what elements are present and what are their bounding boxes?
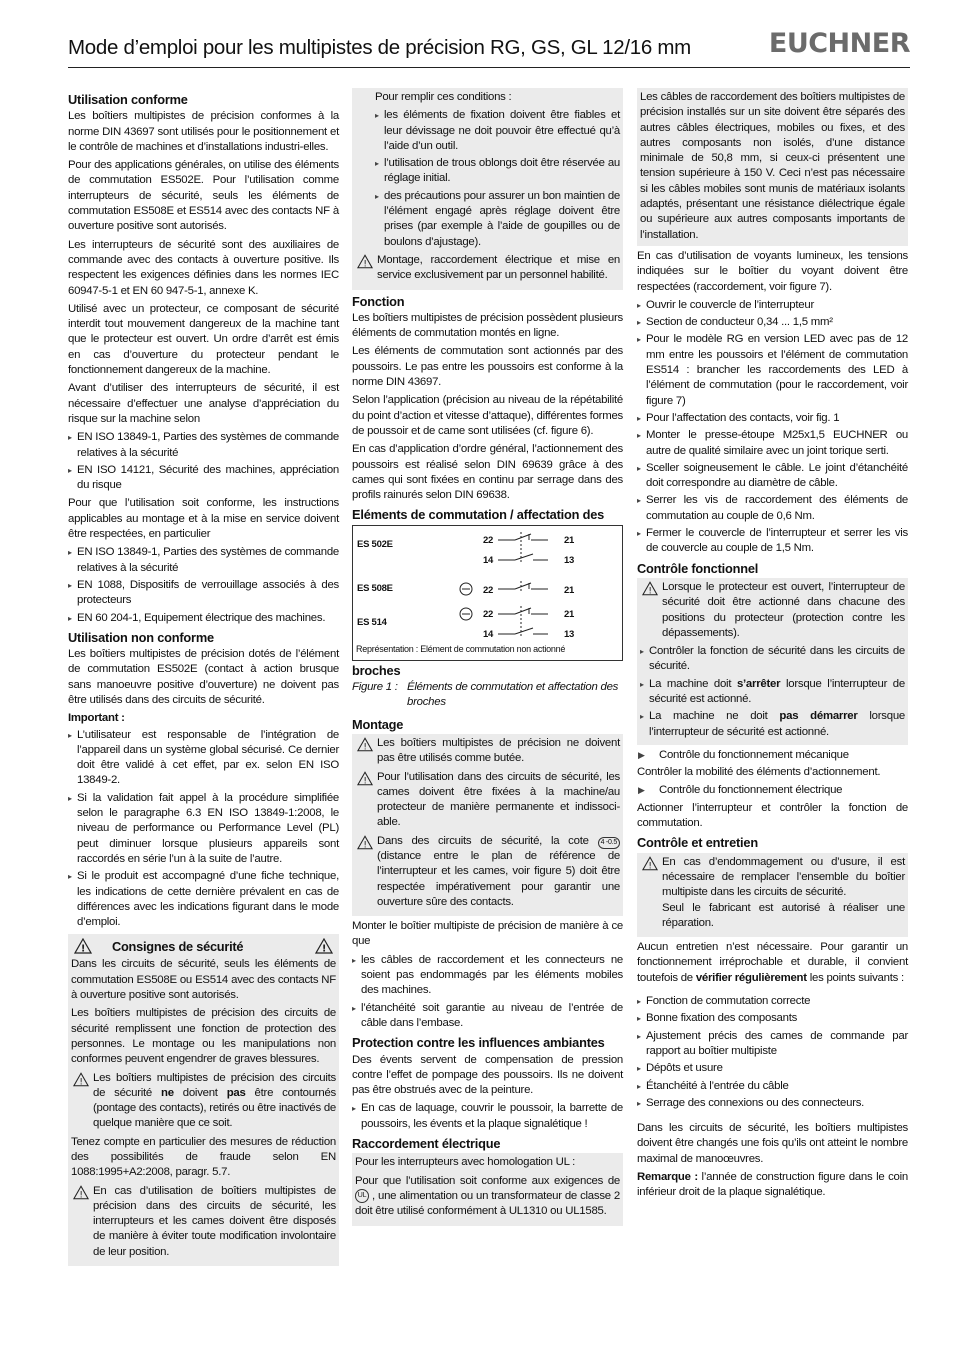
page-header [68, 28, 910, 68]
column-2 [352, 88, 623, 1229]
warning-note: ! Les boîtiers multipistes de précision ne doivent pas être utilisés comme butée. [355, 736, 620, 767]
paragraph: Aucun entretien n’est nécessaire. Pour garantir un fonctionnement irréprochable et durable, il convient toutefois de vérifier régulièrement les points suivants : [637, 941, 908, 984]
list-conditions [355, 108, 620, 250]
list-normes-risque [68, 430, 339, 493]
warning-icon [73, 1185, 89, 1200]
warning-note: ! Lorsque le protecteur est ouvert, l’interrupteur de sécurité doit être actionné dans chacune des positions du protecteur (protection contre les dépassements). [640, 580, 905, 641]
list-montage [352, 953, 623, 1031]
list-item: ▸ Pour l’affectation des contacts, voir fig. 1 [637, 411, 908, 426]
switching-elements-diagram [352, 525, 623, 661]
paragraph: Les boîtiers multipistes de précision conformes à la norme DIN 43697 sont utilisés pour le positionnement et le contrôle de machines et d’installations industri-elles. [68, 110, 339, 153]
page-title: Mode d’emploi pour les multipistes de précision RG, GS, GL 12/16 mm [68, 36, 691, 59]
paragraph: Pour que l’utilisation soit conforme, les instructions applicables au montage et à la mise en service doivent être respectées, en particulier [68, 497, 339, 541]
heading-controle-entretien: Contrôle et entretien [637, 835, 758, 851]
heading-elements-commutation: Eléments de commutation / affectation des [352, 507, 605, 523]
svg-text:!: ! [363, 775, 367, 786]
pin-14: 14 [483, 554, 494, 566]
list-item: ▶ Contrôle du fonctionnement électrique [637, 783, 908, 798]
list-item: ▸ Contrôler la fonction de sécurité dans les circuits de sécurité. [640, 644, 905, 675]
figure-caption: Figure 1 : Éléments de commutation et affectation des broches [352, 681, 619, 709]
controle-box [637, 578, 908, 745]
safety-title-row [71, 936, 336, 957]
list-item: ▸ Fonction de commutation correcte [637, 994, 908, 1009]
paragraph: Monter le boîtier multipiste de précision de manière à ce que [352, 920, 623, 948]
pin-21: 21 [564, 608, 575, 620]
paragraph: Les câbles de raccordement des boîtiers multipistes de précision installés sur un site doivent être séparés des autres câbles électriques, mobiles ou fixes, et des autres composants non isolés, d’une distance minimale de 50,8 mm, si ceux-ci présentent une tension supérieure à 150 V. Ceci n’est pas nécessaire si les câbles mobiles sont munis de matériaux isolants adaptés, présentant une résistance diélectrique égale ou supérieure aux autres composants importants de l’installation. [640, 91, 905, 241]
list-electrique [637, 783, 908, 798]
heading-protection: Protection contre les influences ambiantes [352, 1035, 605, 1051]
heading-raccordement: Raccordement électrique [352, 1136, 501, 1152]
warning-icon [74, 938, 92, 954]
pin-14: 14 [483, 628, 494, 640]
paragraph: Dans les circuits de sécurité, seuls les éléments de commutation ES508E ou ES514 avec des contacts NF à ouverture positive sont autorisés. [71, 958, 336, 1002]
list-entretien [637, 994, 908, 1111]
list-item: ▸ La machine ne doit pas démarrer lorsque l’interrupteur de sécurité est actionné. [640, 709, 905, 740]
list-item: ▸ EN ISO 14121, Sécurité des machines, appréciation du risque [68, 463, 339, 494]
list-item: ▸ En cas de laquage, couvrir le poussoir, la barrette de poussoirs, les évents et la plaque signalétique ! [352, 1101, 623, 1132]
warning-note: ! En cas d’endommagement ou d’usure, il est nécessaire de remplacer l’ensemble du boîtier multipiste dans les circuits de sécurité. Seul le fabricant est autorisé à réaliser une réparation. [640, 855, 905, 931]
paragraph: Contrôler la mobilité des éléments d’actionnement. [637, 766, 881, 779]
pin-22: 22 [483, 608, 494, 620]
list-item: ▸ EN ISO 13849-1, Parties des systèmes de commande relatives à la sécurité [68, 545, 339, 576]
paragraph: Actionner l’interrupteur et contrôler la fonction de commutation. [637, 801, 908, 830]
warning-note: ! Dans des circuits de sécurité, la cote 4 -0.5 (distance entre le plan de référence de l’interrupteur et les cames, voir figure 5) doit être respectée impérativement pour garantir une ouverture sûre des contacts. [355, 834, 620, 910]
ul-box [352, 1153, 623, 1225]
warning-note: ! Les boîtiers multipistes de précision des circuits de sécurité ne doivent pas être contournés (pontage des contacts), retirés ou être inactivés de quelque manière que ce soit. [71, 1071, 336, 1132]
svg-text:!: ! [363, 259, 367, 269]
list-normes-montage [68, 545, 339, 625]
warning-icon [357, 737, 373, 752]
svg-text:!: ! [80, 943, 86, 955]
diagram-caption: Représentation : Elément de commutation non actionné [356, 644, 566, 655]
list-item: ▸ Ouvrir le couvercle de l’interrupteur [637, 298, 908, 313]
pin-13: 13 [564, 628, 575, 640]
pin-21: 21 [564, 584, 575, 596]
svg-text:!: ! [79, 1076, 83, 1087]
svg-text:!: ! [363, 742, 367, 752]
list-item: ▸ Si la validation fait appel à la procédure simplifiée selon le paragraphe 6.3 EN ISO 13849-1:2008, le niveau de performance ou Performance Level (PL) peut diminuer lorsque plusieurs appareils sont raccordés en série l’un à la suite de l’autre. [68, 791, 339, 867]
svg-text:!: ! [363, 840, 367, 850]
pin-22: 22 [483, 584, 494, 596]
paragraph: Des évents servent de compensation de pression contre l’effet de pompage des poussoirs. Ils ne doivent pas être obstrués avec de la peinture. [352, 1053, 623, 1097]
entretien-box [637, 853, 908, 937]
label-es508e: ES 508E [357, 582, 393, 594]
heading-utilisation-conforme: Utilisation conforme [68, 92, 188, 107]
heading-montage: Montage [352, 716, 404, 732]
list-item: ▸ L’utilisateur est responsable de l’intégration de l’appareil dans un système global sécurisé. Ce dernier doit être validé à cet effet, par ex. selon EN ISO 13849-2. [68, 728, 339, 789]
paragraph: Pour que l’utilisation soit conforme aux exigences de UL , une alimentation ou un transformateur de classe 2 doit être utilisé conformément à UL1310 ou UL1585. [355, 1174, 620, 1218]
paragraph: En cas d’utilisation de voyants lumineux, les tensions indiquées sur le boîtier du voyant doivent être respectées (raccordement, voir figure 7). [637, 249, 908, 293]
warning-icon [315, 938, 333, 954]
list-item: ▸ les éléments de fixation doivent être fiables et leur dévissage ne doit pouvoir être effectué qu’à l’aide d’un outil. [375, 108, 620, 154]
warning-note: ! En cas d’utilisation de boîtiers multipistes de précision dans des circuits de sécurité, les interrupteurs et les cames doivent être disposés de manière à éviter toute modification involontaire de leur position. [71, 1184, 336, 1260]
list-item: ▸ EN ISO 13849-1, Parties des systèmes de commande relatives à la sécurité [68, 430, 339, 461]
list-item: ▸ Serrage des connexions ou des connecteurs. [637, 1096, 908, 1111]
paragraph: Les boîtiers multipistes de précision des circuits de sécurité remplissent une fonction de protection des personnes. Le montage ou les manipulations non conformes peuvent engendrer de graves blessures. [71, 1007, 336, 1066]
list-item: ▶ Contrôle du fonctionnement mécanique [637, 748, 908, 763]
list-item: ▸ les câbles de raccordement et les connecteurs ne soient pas endommagés par les éléments mobiles des machines. [352, 953, 623, 999]
list-item: ▸ EN 60 204-1, Equipement électrique des machines. [68, 611, 339, 626]
paragraph: En cas d’application d’ordre général, l’actionnement des poussoirs est réalisé selon DIN 69639 grâce à des cames qui sont fixées en continu par serrage dans des profils rainurés selon DIN 69638. [352, 443, 623, 502]
list-item: ▸ La machine doit s’arrêter lorsque l’interrupteur de sécurité est actionné. [640, 677, 905, 708]
svg-text:!: ! [79, 1189, 83, 1200]
list-item: ▸ EN 1088, Dispositifs de verrouillage associés à des protecteurs [68, 578, 339, 609]
list-item: ▸ des précautions pour assurer un bon maintien de l’élément engagé après réglage doivent être prises (par exemple à l’aide de goupilles ou de boulons d’ajustage). [375, 189, 620, 250]
list-item: ▸ Bonne fixation des composants [637, 1011, 908, 1026]
list-item: ▸ Sceller soigneusement le câble. Le joint d’étanchéité doit correspondre au diamètre de câble. [637, 461, 908, 492]
paragraph: Pour les interrupteurs avec homologation UL : [355, 1156, 576, 1169]
euchner-logo: EUCHNER [768, 28, 910, 59]
list-item: ▸ Pour le modèle RG en version LED avec pas de 12 mm entre les poussoirs et l’élément de commutation ES514 : brancher les raccordements des LED à l’élément de commutation (pour le raccordement, voir figure 7) [637, 332, 908, 408]
label-es514: ES 514 [357, 616, 387, 628]
heading-important: Important : [68, 712, 125, 725]
list-controle [640, 644, 905, 740]
warning-note: ! Pour l’utilisation dans des circuits de sécurité, les cames doivent être fixées à la machine/au protecteur de manière permanente et indissoci-able. [355, 770, 620, 831]
svg-text:!: ! [648, 586, 652, 596]
list-item: ▸ l’étanchéité soit garantie au niveau de l’entrée de câble dans l’embase. [352, 1001, 623, 1032]
warning-icon [357, 254, 373, 269]
list-item: ▸ l’utilisation de trous oblongs doit être réservée au réglage initial. [375, 156, 620, 187]
paragraph: Les boîtiers multipistes de précision dotés de l’élément de commutation ES502E (contact à action brusque sans manoeuvre positive d’ouverture) ne doivent pas être utilisés dans des circuits de sécurité. [68, 648, 339, 706]
list-item: ▸ Étanchéité à l’entrée du câble [637, 1079, 908, 1094]
heading-broches: broches [352, 662, 401, 678]
paragraph: Les éléments de commutation sont actionnés par des poussoirs. Le pas entre les poussoirs est conforme à la norme DIN 43697. [352, 345, 623, 389]
paragraph: Pour remplir ces conditions : [375, 91, 512, 103]
paragraph: Avant d’utiliser des interrupteurs de sécurité, il est nécessaire d’effectuer une analyse d’appréciation du risque sur la machine selon [68, 382, 339, 425]
pin-21: 21 [564, 534, 575, 546]
column-3 [637, 88, 908, 1204]
heading-fonction: Fonction [352, 293, 405, 309]
paragraph: Tenez compte en particulier des mesures de réduction des possibilités de fraude selon EN 1088:1995+A2:2008, paragr. 5.7. [71, 1135, 336, 1179]
list-item: ▸ Ajustement précis des cames de commande par rapport au boîtier multipiste [637, 1029, 908, 1060]
warning-icon [642, 581, 658, 596]
warning-note: ! Montage, raccordement électrique et mise en service exclusivement par un personnel habilité. [355, 253, 620, 284]
ul-logo-icon: UL [355, 1189, 369, 1203]
paragraph: Dans les circuits de sécurité, les boîtiers multipistes doivent être changés une fois qu’ils ont atteint le nombre maximal de manoœuvres. [637, 1122, 908, 1165]
warning-icon [642, 856, 658, 871]
pin-13: 13 [564, 554, 575, 566]
list-important [68, 728, 339, 931]
list-item: ▸ Serrer les vis de raccordement des éléments de commutation au couple de 0,6 Nm. [637, 493, 908, 524]
list-item: ▸ Monter le presse-étoupe M25x1,5 EUCHNER ou autre de qualité similaire avec un joint torique serti. [637, 428, 908, 459]
dimension-badge: 4 -0.5 [598, 837, 620, 849]
paragraph: Les interrupteurs de sécurité sont des auxiliaires de commande avec des contacts à ouverture positive. Ils respectent les exigences définies dans les normes IEC 60947-5-1 et EN 60 947-5-1, annexe K. [68, 238, 339, 297]
conditions-box [352, 88, 623, 290]
svg-text:!: ! [321, 943, 327, 955]
montage-warnings [352, 734, 623, 916]
warning-icon [357, 835, 373, 850]
list-item: ▸ Si le produit est accompagné d’une fiche technique, les indications de cette dernière prévalent en cas de différences avec les indications figurant dans le mode d’emploi. [68, 869, 339, 930]
safety-box [68, 934, 339, 1266]
paragraph: Selon l’application (précision au niveau de la répétabilité du point d’action et vitesse d’attaque), différentes formes de poussoir et de came sont utilisées (cf. figure 6). [352, 394, 623, 437]
list-protection [352, 1101, 623, 1132]
column-1 [68, 88, 339, 1269]
cable-note-box [637, 88, 908, 246]
safety-title: Consignes de sécurité [112, 938, 244, 954]
paragraph: Utilisé avec un protecteur, ce composant de sécurité interdit tout mouvement dangereux de la machine tant que le protecteur est ouvert. Un ordre d’arrêt est émis en cas d’ouverture du protecteur pendant le fonctionnement dangereux de la machine. [68, 302, 339, 377]
label-es502e: ES 502E [357, 538, 393, 550]
list-item: ▸ Fermer le couvercle de l’interrupteur et serrer les vis de couvercle au couple de 1,5 Nm. [637, 526, 908, 557]
remark: Remarque : l’année de construction figure dans le coin inférieur droit de la plaque signalétique. [637, 1171, 908, 1199]
paragraph: Pour des applications générales, on utilise des éléments de commutation ES502E. Pour l’utilisation comme interrupteurs de sécurité, seuls les éléments de commutation ES508E et ES514 avec des contacts NF à ouverture positive sont autorisés. [68, 159, 339, 233]
list-mecanique [637, 748, 908, 763]
list-raccordement [637, 298, 908, 557]
heading-controle-fonctionnel: Contrôle fonctionnel [637, 560, 759, 576]
paragraph: Les boîtiers multipistes de précision possèdent plusieurs éléments de commutation montés en ligne. [352, 311, 623, 340]
warning-icon [357, 771, 373, 786]
heading-utilisation-non-conforme: Utilisation non conforme [68, 629, 214, 645]
pin-22: 22 [483, 534, 494, 546]
svg-text:!: ! [648, 861, 652, 871]
warning-icon [73, 1072, 89, 1087]
list-item: ▸ Section de conducteur 0,34 ... 1,5 mm² [637, 315, 908, 330]
list-item: ▸ Dépôts et usure [637, 1061, 908, 1076]
